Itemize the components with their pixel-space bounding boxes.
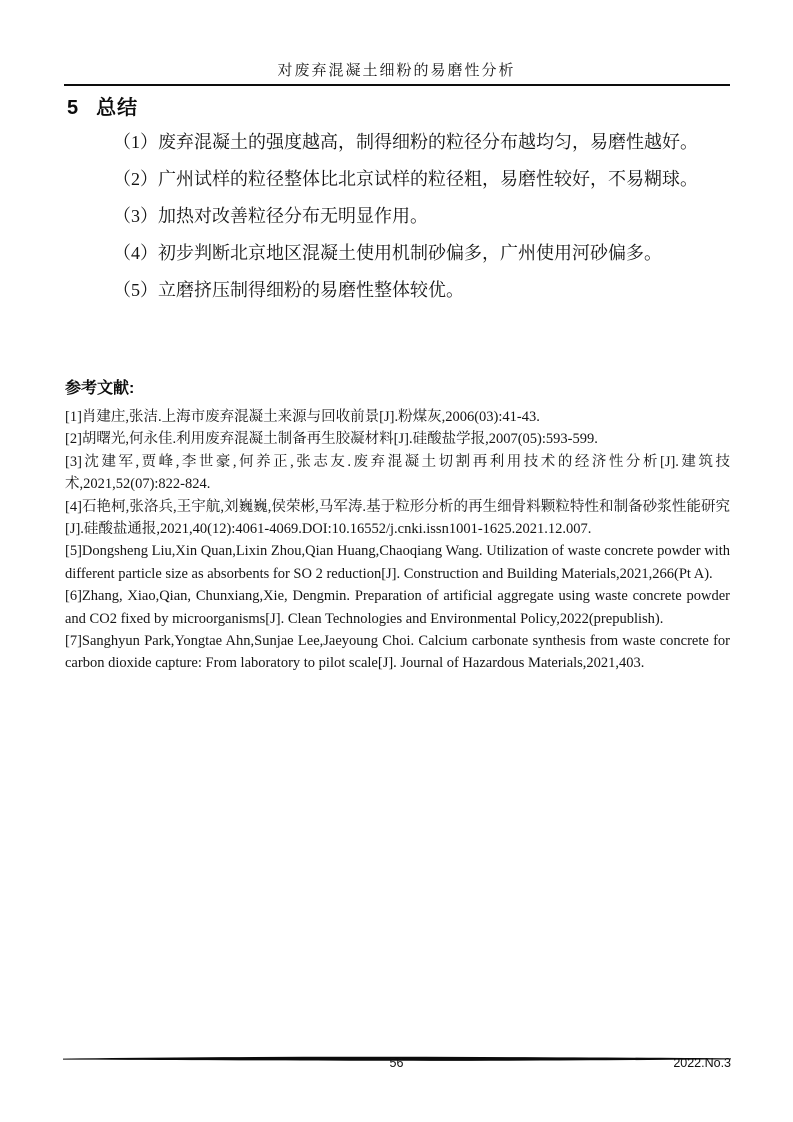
running-title: 对废弃混凝土细粉的易磨性分析 bbox=[277, 63, 516, 79]
summary-points bbox=[65, 124, 731, 309]
reference-item: [6]Zhang, Xiao,Qian, Chunxiang,Xie, Dengmin. Preparation of artificial aggregate using waste concrete powder and CO2 fixed by microorganisms[J]. Clean Technologies and Environmental Policy,2022(prepublish). bbox=[65, 588, 730, 627]
section-title: 总结 bbox=[96, 97, 139, 119]
section-heading bbox=[67, 91, 138, 120]
reference-item: [3]沈建军,贾峰,李世豪,何养正,张志友.废弃混凝土切割再利用技术的经济性分析[J].建筑技术,2021,52(07):822-824. bbox=[65, 453, 730, 493]
reference-item: [4]石艳柯,张洛兵,王宇航,刘巍巍,侯荣彬,马军涛.基于粒形分析的再生细骨料颗粒特性和制备砂浆性能研究[J].硅酸盐通报,2021,40(12):4061-4069.DOI:10.16552/j.cnki.issn1001-1625.2021.12.007. bbox=[65, 498, 730, 538]
reference-item: [5]Dongsheng Liu,Xin Quan,Lixin Zhou,Qian Huang,Chaoqiang Wang. Utilization of waste concrete powder with different particle size as absorbents for SO 2 reduction[J]. Construction and Building Materials,2021,266(Pt A). bbox=[65, 543, 730, 582]
references-heading: 参考文献: bbox=[65, 380, 135, 397]
footer-rule bbox=[63, 1049, 731, 1055]
summary-point: （4）初步判断北京地区混凝土使用机制砂偏多，广州使用河砂偏多。 bbox=[113, 243, 662, 263]
reference-item: [1]肖建庄,张洁.上海市废弃混凝土来源与回收前景[J].粉煤灰,2006(03):41-43. bbox=[65, 409, 540, 425]
issue-label: 2022.No.3 bbox=[673, 1056, 731, 1070]
summary-point: （5）立磨挤压制得细粉的易磨性整体较优。 bbox=[113, 280, 464, 300]
summary-point: （3）加热对改善粒径分布无明显作用。 bbox=[113, 206, 428, 226]
reference-item: [7]Sanghyun Park,Yongtae Ahn,Sunjae Lee,Jaeyoung Choi. Calcium carbonate synthesis from waste concrete for carbon dioxide capture: From laboratory to pilot scale[J]. Journal of Hazardous Materials,2021,403. bbox=[65, 633, 730, 672]
references-section bbox=[65, 375, 730, 675]
section-number: 5 bbox=[67, 97, 80, 119]
summary-point: （2）广州试样的粒径整体比北京试样的粒径粗，易磨性较好，不易糊球。 bbox=[113, 169, 698, 189]
reference-item: [2]胡曙光,何永佳.利用废弃混凝土制备再生胶凝材料[J].硅酸盐学报,2007(05):593-599. bbox=[65, 431, 598, 448]
header-rule bbox=[64, 84, 730, 86]
page-number: 56 bbox=[389, 1056, 404, 1070]
summary-point: （1）废弃混凝土的强度越高，制得细粉的粒径分布越均匀，易磨性越好。 bbox=[113, 132, 698, 152]
